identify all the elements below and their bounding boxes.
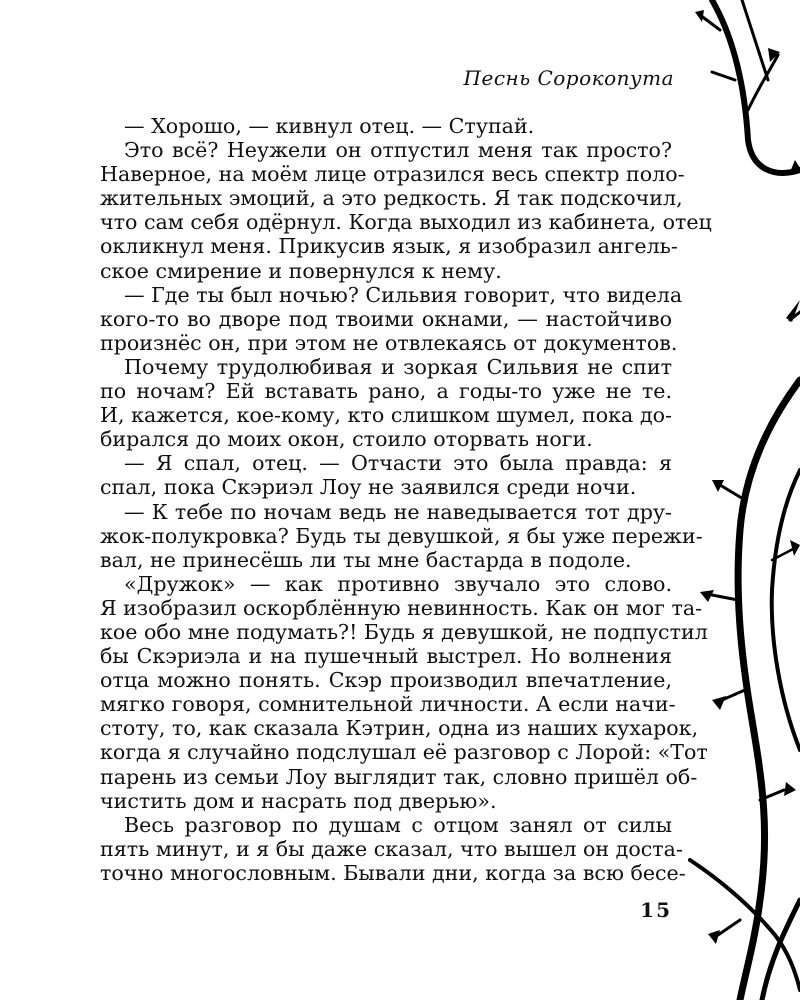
text-line: парень из семьи Лоу выглядит так, словно пришёл об- xyxy=(100,764,698,789)
text-line: когда я случайно подслушал её разговор с Лорой: «Тот xyxy=(100,740,708,765)
text-line: спал, пока Скэриэл Лоу не заявился среди ночи. xyxy=(100,475,637,500)
running-title: Песнь Сорокопута xyxy=(463,66,674,90)
text-line: — Где ты был ночью? Сильвия говорит, что видела xyxy=(124,282,683,307)
text-line: мягко говоря, сомнительной личности. А если начи- xyxy=(100,692,676,717)
text-line: — Хорошо, — кивнул отец. — Ступай. xyxy=(124,114,535,138)
text-line: — К тебе по ночам ведь не наведывается тот дру- xyxy=(124,499,672,524)
text-line: Наверное, на моём лице отразился весь спектр поло- xyxy=(100,162,685,187)
text-line: «Дружок» — как противно звучало это слово. xyxy=(124,571,672,596)
text-line: ское смирение и повернулся к нему. xyxy=(100,258,502,283)
body-text xyxy=(100,114,712,885)
text-line: что сам себя одёрнул. Когда выходил из кабинета, отец xyxy=(100,210,712,235)
text-line: Весь разговор по душам с отцом занял от силы xyxy=(124,812,672,837)
text-line: жительных эмоций, а это редкость. Я так подскочил, xyxy=(100,186,683,211)
text-line: И, кажется, кое-кому, кто слишком шумел, пока до- xyxy=(100,403,672,428)
text-line: Это всё? Неужели он отпустил меня так просто? xyxy=(124,138,672,163)
text-line: кого-то во дворе под твоими окнами, — настойчиво xyxy=(100,306,672,331)
text-line: отца можно понять. Скэр производил впечатление, xyxy=(100,668,672,693)
page-number: 15 xyxy=(640,898,672,922)
text-line: кое обо мне подумать?! Будь я девушкой, не подпустил xyxy=(100,619,708,644)
text-line: по ночам? Ей вставать рано, а годы-то уже не те. xyxy=(100,379,672,404)
text-line: окликнул меня. Прикусив язык, я изобразил ангель- xyxy=(100,234,678,259)
text-line: — Я спал, отец. — Отчасти это была правда: я xyxy=(124,451,672,476)
text-line: произнёс он, при этом не отвлекаясь от документов. xyxy=(100,330,678,355)
text-line: жок-полукровка? Будь ты девушкой, я бы уже пережи- xyxy=(100,523,703,548)
text-line: стоту, то, как сказала Кэтрин, одна из наших кухарок, xyxy=(100,716,699,741)
text-line: Я изобразил оскорблённую невинность. Как он мог та- xyxy=(100,595,703,620)
text-line: чистить дом и насрать под дверью». xyxy=(100,788,497,813)
text-line: вал, не принесёшь ли ты мне бастарда в подоле. xyxy=(100,547,632,572)
text-line: бы Скэриэла и на пушечный выстрел. Но волнения xyxy=(100,644,672,669)
text-line: Почему трудолюбивая и зоркая Сильвия не спит xyxy=(124,354,672,379)
text-line: точно многословным. Бывали дни, когда за всю бесе- xyxy=(100,860,686,885)
text-line: пять минут, и я бы даже сказал, что вышел он доста- xyxy=(100,836,683,861)
text-line: бирался до моих окон, стоило оторвать ноги. xyxy=(100,427,593,452)
